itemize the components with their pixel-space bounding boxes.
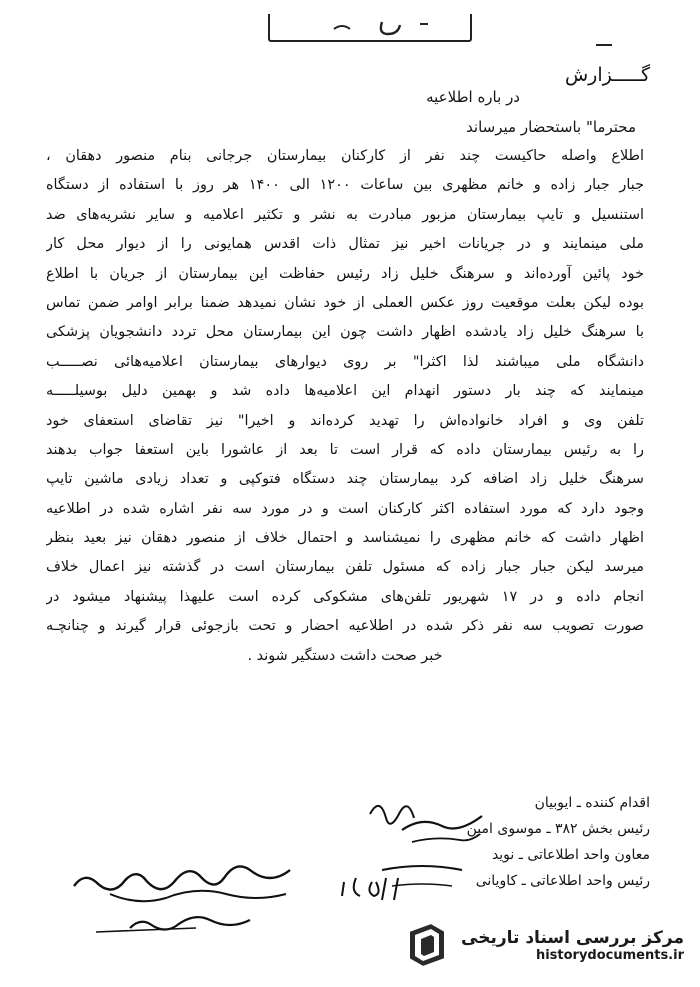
body-line: با سرهنگ خلیل زاد یادشده اظهار داشت چون این بیمارستان محل تردد دانشجویان پزشکی: [46, 324, 644, 341]
body-line: مینمایند که چند بار دستور انهدام این اعلامیه‌ها داده شد و بهمین دلیل بوسیلـــــه: [46, 383, 644, 400]
watermark-text: [461, 928, 684, 963]
body-line: اظهار داشت که خانم مظهری را نمیشناسد و احتمال خلاف از منصور دهقان نیز بعید بنظر: [46, 530, 644, 547]
handwritten-annotation-icon: [50, 850, 300, 950]
signatory-line: رئیس واحد اطلاعاتی ـ کاویانی: [475, 873, 650, 889]
signatory-line: اقدام کننده ـ ایوبیان: [534, 795, 650, 811]
body-line: تلفن وی و افراد خانواده‌اش را تهدید کرده‌اند و اخیرا" نیز تقاضای استعفای خود: [46, 412, 644, 429]
body-line: خود پائین آورده‌اند و سرهنگ خلیل زاد رئیس حفاظت این بیمارستان از جریان با اطلاع: [46, 265, 644, 282]
top-stamp-box: [268, 14, 472, 42]
body-line: جبار جبار زاده و خانم مظهری بین ساعات ۱۲۰۰ الی ۱۴۰۰ هر روز با استفاده از دستگاه: [46, 177, 644, 194]
signatory-line: معاون واحد اطلاعاتی ـ نوید: [491, 847, 650, 863]
body-line: خبر صحت داشت دستگیر شوند .: [247, 647, 443, 664]
report-body: [46, 142, 644, 671]
body-line: وجود دارد که مورد استفاده اکثر کارکنان است و در مورد سه نفر اشاره شده در اطلاعیه: [46, 500, 644, 517]
signatory-line: رئیس بخش ۳۸۲ ـ موسوی امین: [466, 821, 650, 837]
body-line: دانشگاه ملی میباشند لذا اکثرا" بر روی دیوارهای بیمارستان اعلامیه‌هائی نصـــــب: [46, 353, 644, 370]
body-line: ملی مینمایند و در جریانات اخیر نیز تمثال ذات اقدس همایونی را از دیوار محل کار: [46, 236, 644, 253]
body-line: بوده لیکن بعلت موقعیت روز عکس العملی از خود نشان نمیدهد ضمنا برابر اوامر ضمن تماس: [46, 294, 644, 311]
archive-logo-icon: [401, 919, 453, 971]
report-subject: در باره اطلاعیه: [426, 88, 520, 106]
report-heading: گـــــزارش: [564, 64, 650, 86]
body-line: میرسد لیکن جبار جبار زاده که مسئول تلفن بیمارستان است در گذشته نیز اعمال خلاف: [46, 559, 644, 576]
body-line: استنسیل و تایپ بیمارستان مزبور مبادرت به نشر و تکثیر اعلامیه و سایر نشریه‌های ضد: [46, 206, 644, 223]
archive-watermark: [401, 919, 684, 971]
handwritten-mark-icon: [270, 14, 470, 40]
body-line: انجام داده و در ۱۷ شهریور تلفن‌های مشکوکی کرده است علیهذا پیشنهاد میشود در: [46, 588, 644, 605]
body-line: را به رئیس بیمارستان داده که قرار است تا بعد از عاشورا باین استعفا جواب بدهند: [46, 441, 644, 458]
watermark-url: historydocuments.ir: [535, 947, 684, 963]
body-line: اطلاع واصله حاکیست چند نفر از کارکنان بیمارستان جرجانی بنام منصور دهقان ،: [46, 148, 644, 164]
handwritten-date-icon: [336, 872, 406, 912]
body-line: سرهنگ خلیل زاد اضافه کرد بیمارستان چند دستگاه فتوکپی و تعداد زیادی ماشین تایپ: [46, 471, 644, 488]
body-line: صورت تصویب سه نفر ذکر شده در اطلاعیه احضار و تحت بازجوئی قرار گیرند و چنانچـه: [46, 618, 644, 635]
salutation: محترما" باستحضار میرساند: [466, 118, 636, 136]
watermark-title: مرکز بررسی اسناد تاریخی: [461, 927, 684, 948]
dash-mark: [596, 44, 612, 46]
